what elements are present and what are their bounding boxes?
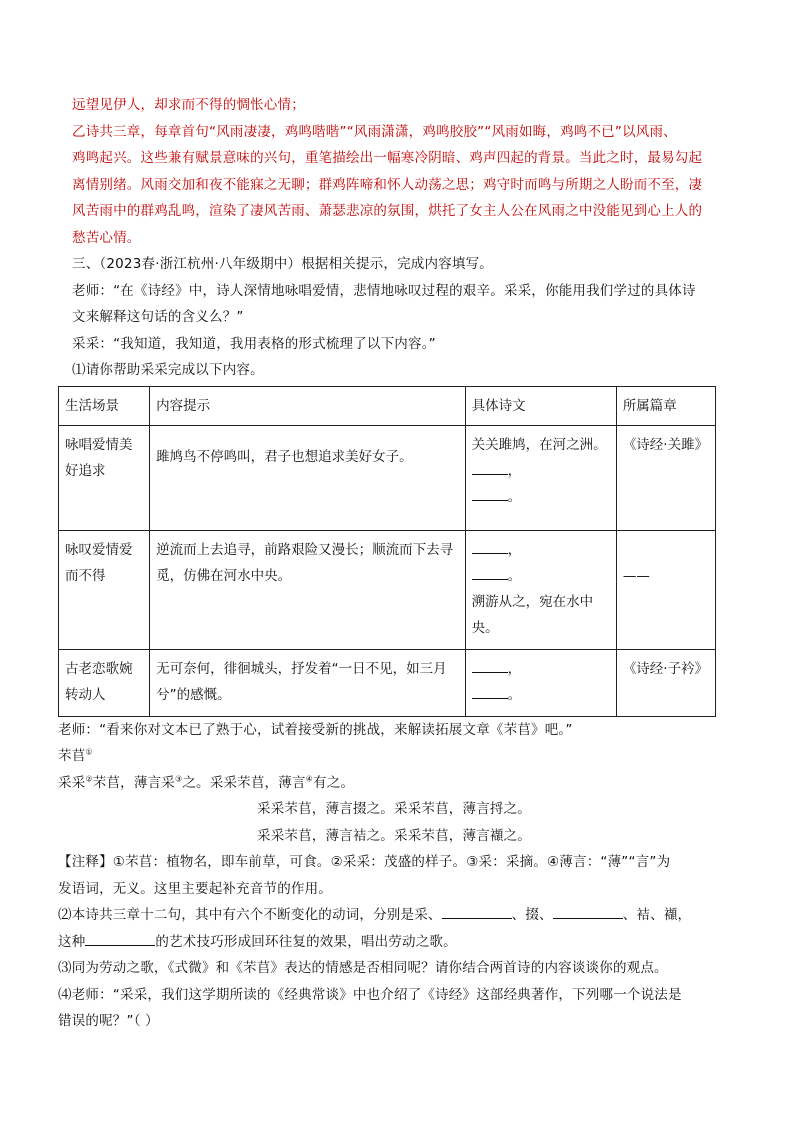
poem-blank-line[interactable] bbox=[472, 484, 610, 510]
answer-blank[interactable] bbox=[472, 682, 508, 699]
fill-table bbox=[58, 386, 716, 717]
question-line bbox=[58, 929, 730, 956]
question-line bbox=[58, 902, 730, 929]
poem-verse: 采采芣苢，薄言掇之。采采芣苢，薄言捋之。 bbox=[257, 801, 531, 817]
paragraph-line: 远望见伊人，却求而不得的惆怅心情； bbox=[72, 97, 305, 113]
text-span: 、袺、襭， bbox=[622, 907, 692, 923]
teacher-line: 老师：“在《诗经》中，诗人深情地咏唱爱情，悲情地咏叹过程的艰辛。采采，你能用我们学过的具体诗 bbox=[72, 282, 696, 299]
text-span: 的艺术技巧形成回环往复的效果，唱出劳动之歌。 bbox=[155, 933, 457, 950]
paragraph-line bbox=[72, 119, 730, 146]
document-page bbox=[58, 92, 730, 1035]
question-heading: 三、（2023春·浙江杭州·八年级期中）根据相关提示，完成内容填写。 bbox=[72, 256, 493, 272]
punct: ， bbox=[507, 462, 522, 479]
poem-cell bbox=[465, 649, 616, 716]
chapter-cell: 《诗经·关雎》 bbox=[616, 425, 715, 530]
poem-verse bbox=[58, 770, 730, 797]
footnote-mark: ② bbox=[85, 774, 93, 783]
poem-blank-line[interactable] bbox=[472, 682, 610, 708]
hint-cell: 雎鸠鸟不停鸣叫，君子也想追求美好女子。 bbox=[150, 425, 465, 530]
table-header: 内容提示 bbox=[150, 386, 465, 425]
notes-line: 【注释】①芣苢：植物名，即车前草，可食。②采采：茂盛的样子。③采：采摘。④薄言：“薄”“言”为 bbox=[58, 854, 671, 870]
scene-cell: 咏唱爱情美好追求 bbox=[59, 425, 150, 530]
poem-cell bbox=[465, 425, 616, 530]
poem-blank-line[interactable] bbox=[472, 458, 610, 484]
punct: ， bbox=[507, 660, 522, 677]
student-line: 采采：“我知道，我知道，我用表格的形式梳理了以下内容。” bbox=[72, 335, 436, 352]
answer-blank[interactable] bbox=[472, 563, 508, 580]
text-span: 采采 bbox=[58, 774, 86, 791]
poem-line: 溯游从之，宛在水中央。 bbox=[471, 593, 594, 636]
teacher-line: 老师：“看来你对文本已了熟于心，试着接受新的挑战，来解读拓展文章《芣苢》吧。” bbox=[58, 721, 573, 738]
table-header: 生活场景 bbox=[59, 386, 150, 425]
scene-cell: 古老恋歌婉转动人 bbox=[59, 649, 150, 716]
question-line: ⑷老师：“采采，我们这学期所读的《经典常谈》中也介绍了《诗经》这部经典著作，下列哪一个说法是 bbox=[58, 986, 682, 1003]
answer-blank[interactable] bbox=[472, 537, 508, 554]
table-header-row bbox=[59, 386, 716, 425]
answer-blank[interactable] bbox=[472, 484, 508, 501]
chapter-cell: 《诗经·子衿》 bbox=[616, 649, 715, 716]
table-row bbox=[59, 649, 716, 716]
answer-blank[interactable] bbox=[472, 458, 508, 475]
table-header: 所属篇章 bbox=[616, 386, 715, 425]
answer-blank[interactable] bbox=[442, 902, 512, 919]
table-header: 具体诗文 bbox=[465, 386, 616, 425]
punct: 。 bbox=[507, 686, 522, 703]
text-span: 乙诗共三章，每章首句“风雨凄凄，鸡鸣喈喈” bbox=[72, 123, 347, 140]
punct: 。 bbox=[507, 488, 522, 505]
hint-cell: 无可奈何，徘徊城头，抒发着“一日不见，如三月兮”的感慨。 bbox=[150, 649, 465, 716]
question-line: 错误的呢？”（ ） bbox=[58, 1013, 159, 1029]
poem-blank-line[interactable] bbox=[472, 537, 610, 563]
paragraph-line: 离情别绪。风雨交加和夜不能寐之无聊；群鸡阵啼和怀人动荡之思；鸡守时而鸣与所期之人盼而不至，凄 bbox=[72, 176, 703, 193]
question-line: ⑶同为劳动之歌，《式微》和《芣苢》表达的情感是否相同呢？请你结合两首诗的内容谈谈你的观点。 bbox=[58, 960, 668, 976]
text-span: 之。采采芣苢，薄言 bbox=[182, 774, 306, 791]
answer-blank[interactable] bbox=[85, 929, 155, 946]
punct: 。 bbox=[507, 567, 522, 584]
teacher-line: 文来解释这句话的含义么？” bbox=[72, 309, 244, 325]
paragraph-line: 愁苦心情。 bbox=[72, 229, 141, 246]
table-row bbox=[59, 425, 716, 530]
text-span: “风雨潇潇，鸡鸣胶胶”“风雨如晦，鸡鸣不已”以风雨、 bbox=[346, 123, 677, 140]
notes-line: 发语词，无义。这里主要起补充音节的作用。 bbox=[58, 880, 332, 897]
table-row bbox=[59, 530, 716, 649]
punct: ， bbox=[507, 541, 522, 558]
chapter-cell: —— bbox=[616, 530, 715, 649]
text-span: 有之。 bbox=[313, 774, 355, 791]
title-text: 芣苢 bbox=[58, 748, 86, 764]
answer-blank[interactable] bbox=[472, 656, 508, 673]
text-span: ⑵本诗共三章十二句，其中有六个不断变化的动词，分别是采、 bbox=[58, 907, 442, 923]
subquestion: ⑴请你帮助采采完成以下内容。 bbox=[72, 362, 264, 378]
poem-verse: 采采芣苢，薄言袺之。采采芣苢，薄言襭之。 bbox=[257, 827, 531, 844]
poem-line: 关关雎鸠，在河之洲。 bbox=[471, 436, 607, 453]
footnote-mark: ④ bbox=[305, 774, 314, 783]
scene-cell: 咏叹爱情爱而不得 bbox=[59, 530, 150, 649]
footnote-mark: ① bbox=[85, 747, 93, 757]
text-span: 这种 bbox=[58, 933, 86, 950]
text-span: 芣苢，薄言采 bbox=[92, 774, 175, 791]
paragraph-line: 鸡鸣起兴。这些兼有赋景意味的兴句，重笔描绘出一幅寒冷阴暗、鸡声四起的背景。当此之时，最易勾起 bbox=[72, 150, 703, 166]
paragraph-line: 风苦雨中的群鸡乱鸣，渲染了凄风苦雨、萧瑟悲凉的氛围，烘托了女主人公在风雨之中没能见到心上人的 bbox=[72, 203, 703, 219]
poem-title bbox=[58, 743, 730, 770]
poem-cell bbox=[465, 530, 616, 649]
text-span: 、掇、 bbox=[511, 907, 553, 923]
poem-blank-line[interactable] bbox=[472, 656, 610, 682]
footnote-mark: ③ bbox=[174, 774, 183, 783]
hint-cell: 逆流而上去追寻，前路艰险又漫长；顺流而下去寻觅，仿佛在河水中央。 bbox=[150, 530, 465, 649]
poem-blank-line[interactable] bbox=[472, 563, 610, 589]
answer-blank[interactable] bbox=[553, 902, 623, 919]
